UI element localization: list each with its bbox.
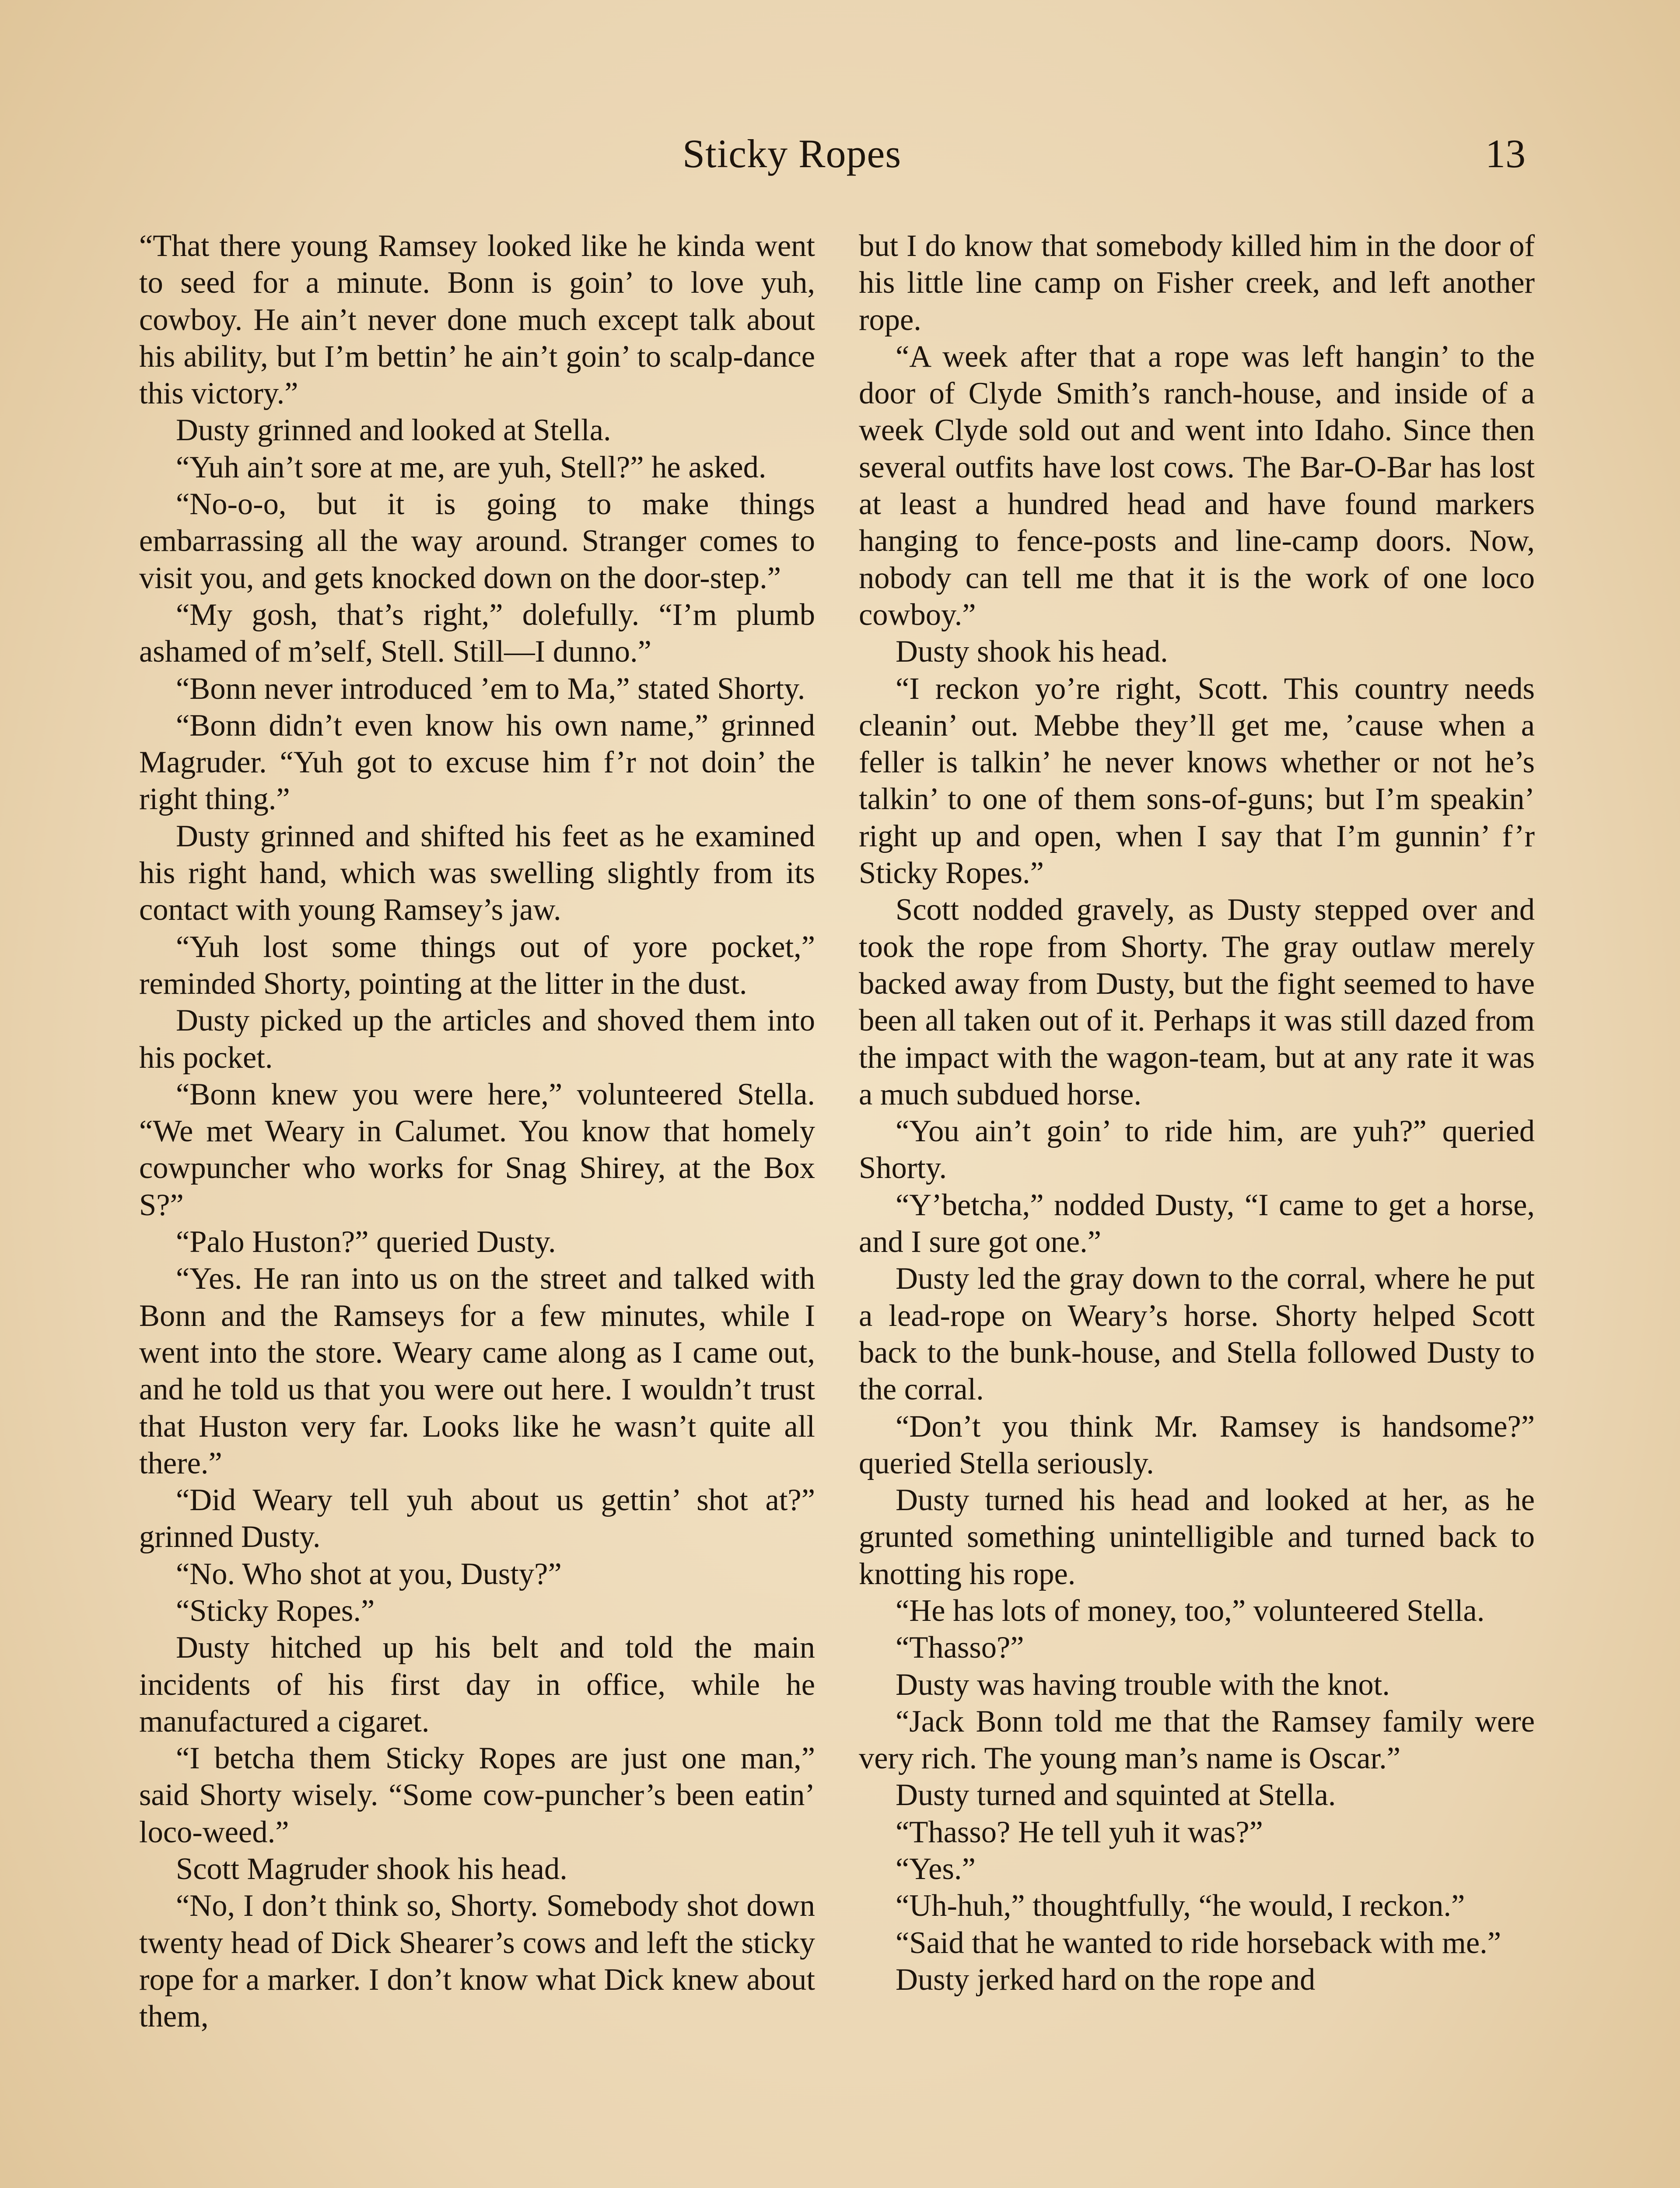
paragraph: “Bonn knew you were here,” volunteered Stella. “We met Weary in Calumet. You know that homely cowpuncher who works for Snag Shirey, at the Box S?”: [139, 1077, 815, 1222]
paragraph: “Bonn didn’t even know his own name,” grinned Magruder. “Yuh got to excuse him f’r not doin’ the right thing.”: [139, 708, 815, 817]
paragraph: Dusty picked up the articles and shoved them into his pocket.: [139, 1003, 815, 1075]
paragraph: “Said that he wanted to ride horseback with me.”: [896, 1925, 1502, 1960]
running-title: Sticky Ropes: [682, 131, 902, 176]
paragraph: “Yuh lost some things out of yore pocket,” reminded Shorty, pointing at the litter in the dust.: [139, 929, 815, 1001]
paragraph: but I do know that somebody killed him in the door of his little line camp on Fisher creek, and left another rope.: [859, 229, 1535, 337]
paragraph: “Y’betcha,” nodded Dusty, “I came to get a horse, and I sure got one.”: [859, 1188, 1535, 1259]
paragraph: Dusty hitched up his belt and told the main incidents of his first day in office, while he manufactured a cigaret.: [139, 1630, 815, 1739]
paragraph: Dusty turned and squinted at Stella.: [896, 1778, 1336, 1813]
paragraph: “No-o-o, but it is going to make things embarrassing all the way around. Stranger comes to visit you, and gets knocked down on the door-step.”: [139, 487, 815, 595]
paragraph: “Bonn never introduced ’em to Ma,” stated Shorty.: [176, 671, 805, 706]
paragraph: Scott Magruder shook his head.: [176, 1852, 567, 1886]
paragraph: “No. Who shot at you, Dusty?”: [176, 1557, 562, 1591]
paragraph: “Yuh ain’t sore at me, are yuh, Stell?” he asked.: [176, 450, 766, 484]
paragraph: “Uh-huh,” thoughtfully, “he would, I reckon.”: [896, 1889, 1465, 1923]
paragraph: “I reckon yo’re right, Scott. This country needs cleanin’ out. Mebbe they’ll get me, ’cause when a feller is talkin’ he never knows whether or not he’s talkin’ to one of them sons-of-guns; but I’m speakin’ right up and open, when I say that I’m gunnin’ f’r Sticky Ropes.”: [859, 671, 1535, 891]
paragraph: Scott nodded gravely, as Dusty stepped over and took the rope from Shorty. The gray outlaw merely backed away from Dusty, but the fight seemed to have been all taken out of it. Perhaps it was still dazed from the impact with the wagon-team, but at any rate it was a much subdued horse.: [859, 893, 1535, 1112]
paragraph: “That there young Ramsey looked like he kinda went to seed for a minute. Bonn is goin’ to love yuh, cowboy. He ain’t never done much except talk about his ability, but I’m bettin’ he ain’t goin’ to scalp-dance this victory.”: [139, 229, 815, 411]
paragraph: “Yes.”: [896, 1852, 976, 1886]
paragraph: “A week after that a rope was left hangin’ to the door of Clyde Smith’s ranch-house, and inside of a week Clyde sold out and went into Idaho. Since then several outfits have lost cows. The Bar-O-Bar has lost at least a hundred head and have found markers hanging to fence-posts and line-camp doors. Now, nobody can tell me that it is the work of one loco cowboy.”: [859, 339, 1535, 632]
paragraph: “You ain’t goin’ to ride him, are yuh?” queried Shorty.: [859, 1114, 1535, 1185]
right-text-column: [859, 228, 1535, 1998]
paragraph: “Thasso?”: [896, 1630, 1024, 1665]
paragraph: “Yes. He ran into us on the street and talked with Bonn and the Ramseys for a few minutes, while I went into the store. Weary came along as I came out, and he told us that you were out here. I wouldn’t trust that Huston very far. Looks like he wasn’t quite all there.”: [139, 1262, 815, 1480]
paragraph: “Jack Bonn told me that the Ramsey family were very rich. The young man’s name is Oscar.”: [859, 1704, 1535, 1776]
paragraph: “Don’t you think Mr. Ramsey is handsome?” queried Stella seriously.: [859, 1409, 1535, 1480]
paragraph: “I betcha them Sticky Ropes are just one man,” said Shorty wisely. “Some cow-puncher’s been eatin’ loco-weed.”: [139, 1741, 815, 1849]
paragraph: Dusty shook his head.: [896, 635, 1168, 669]
paragraph: “He has lots of money, too,” volunteered Stella.: [896, 1593, 1485, 1628]
paragraph: Dusty jerked hard on the rope and: [896, 1962, 1316, 1997]
left-text-column: [139, 228, 815, 2035]
page-number: 13: [1485, 131, 1526, 176]
paragraph: “Thasso? He tell yuh it was?”: [896, 1815, 1263, 1849]
paragraph: “Did Weary tell yuh about us gettin’ shot at?” grinned Dusty.: [139, 1483, 815, 1554]
paragraph: “My gosh, that’s right,” dolefully. “I’m plumb ashamed of m’self, Stell. Still—I dunno.”: [139, 597, 815, 669]
paragraph: Dusty turned his head and looked at her, as he grunted something unintelligible and turned back to knotting his rope.: [859, 1483, 1535, 1591]
paragraph: “No, I don’t think so, Shorty. Somebody shot down twenty head of Dick Shearer’s cows and left the sticky rope for a marker. I don’t know what Dick knew about them,: [139, 1889, 815, 2034]
paragraph: Dusty led the gray down to the corral, where he put a lead-rope on Weary’s horse. Shorty helped Scott back to the bunk-house, and Stella followed Dusty to the corral.: [859, 1262, 1535, 1407]
paragraph: “Sticky Ropes.”: [176, 1593, 375, 1628]
paragraph: “Palo Huston?” queried Dusty.: [176, 1225, 556, 1259]
paragraph: Dusty grinned and shifted his feet as he examined his right hand, which was swelling slightly from its contact with young Ramsey’s jaw.: [139, 819, 815, 927]
paragraph: Dusty was having trouble with the knot.: [896, 1667, 1390, 1702]
paragraph: Dusty grinned and looked at Stella.: [176, 413, 611, 448]
